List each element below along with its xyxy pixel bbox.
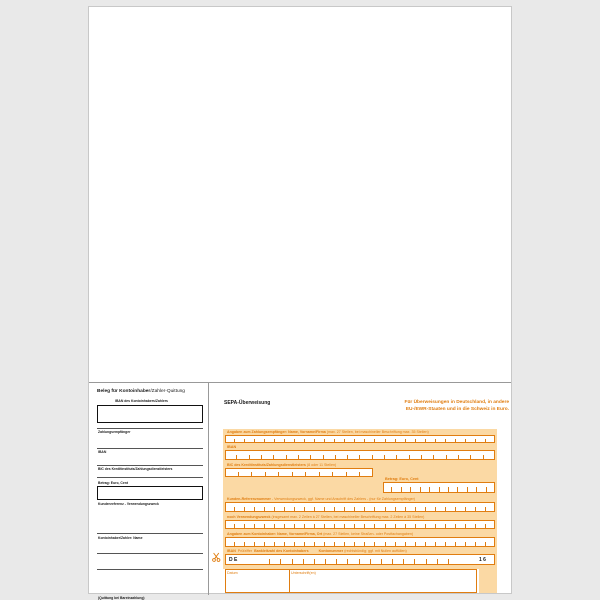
country-code: D E bbox=[229, 557, 238, 563]
divider bbox=[97, 533, 203, 534]
tear-line bbox=[89, 382, 511, 383]
signature-label: Unterschrift(en) bbox=[291, 571, 316, 575]
doc-code: 1 6 bbox=[479, 557, 486, 563]
receipt-iban-owner-field[interactable] bbox=[97, 405, 203, 423]
receipt-title: Beleg für Kontoinhaber/Zahler-Quittung bbox=[97, 389, 185, 394]
reference-combs bbox=[225, 507, 495, 512]
receipt-recipient-label: Zahlungsempfänger bbox=[98, 430, 131, 434]
payer-label: Angaben zum Kontoinhaber: Name, Vorname/Firma, Ort (max. 27 Stellen, keine Straßen- oder Postfachangaben) bbox=[227, 532, 414, 536]
code-strip bbox=[479, 569, 497, 593]
amount-combs bbox=[383, 487, 495, 493]
bic-combs bbox=[225, 472, 373, 477]
amount-label: Betrag: Euro, Cent bbox=[385, 477, 419, 481]
payer-combs bbox=[225, 542, 495, 547]
divider bbox=[97, 553, 203, 554]
receipt-owner-label: Kontoinhaber/Zahler: Name bbox=[98, 536, 143, 540]
divider bbox=[97, 477, 203, 478]
receipt-reference-label: Kundenreferenz - Verwendungszweck bbox=[98, 502, 159, 506]
bic-label: BIC des Kreditinstituts/Zahlungsdienstleisters (8 oder 11 Stellen) bbox=[227, 463, 337, 467]
iban-label: IBAN bbox=[227, 445, 237, 449]
payer-iban-labels: IBAN Prüfziffer Bankleitzahl des Kontoinhabers Kontonummer (rechtsbündig; ggf. mit Nullen auffüllen) bbox=[227, 549, 407, 553]
purpose-label: noch Verwendungszweck (insgesamt max. 2 Zeilen à 27 Stellen, bei maschineller Beschriftung max. 2 Zeilen à 35 Stellen) bbox=[227, 515, 425, 519]
divider bbox=[97, 569, 203, 570]
receipt-amount-label: Betrag: Euro, Cent bbox=[98, 481, 128, 485]
section-divider bbox=[208, 383, 209, 595]
receipt-amount-field[interactable] bbox=[97, 486, 203, 500]
receipt-iban-owner-label: IBAN des Kontoinhabers/Zahlers bbox=[115, 399, 168, 403]
form-sheet bbox=[88, 6, 512, 600]
divider bbox=[97, 428, 203, 429]
divider bbox=[97, 465, 203, 466]
receipt-bic-label: BIC des Kreditinstituts/Zahlungsdienstleisters bbox=[98, 467, 173, 471]
reference-label: Kunden-Referenznummer - Verwendungszweck, ggf. Name und Anschrift des Zahlers - (nur für Zahlungsempfänger) bbox=[227, 497, 415, 501]
date-label: Datum bbox=[227, 571, 238, 575]
payer-iban-combs bbox=[259, 559, 459, 565]
transfer-note: Für Überweisungen in Deutschland, in andere EU-/EWR-Staaten und in die Schweiz in Euro. bbox=[404, 400, 509, 412]
divider bbox=[97, 448, 203, 449]
signature-field[interactable] bbox=[289, 569, 477, 593]
transfer-title: SEPA-Überweisung bbox=[224, 400, 271, 406]
recipient-combs bbox=[225, 439, 495, 443]
recipient-label: Angaben zum Zahlungsempfänger: Name, Vorname/Firma (max. 27 Stellen, bei maschineller Beschriftung max. 35 Stellen) bbox=[227, 430, 429, 434]
receipt-iban-label: IBAN bbox=[98, 450, 107, 454]
scissors-icon bbox=[212, 552, 221, 562]
receipt-footer: (Quittung bei Bareinzahlung) bbox=[98, 596, 145, 600]
purpose-combs bbox=[225, 524, 495, 529]
iban-combs bbox=[225, 455, 495, 460]
